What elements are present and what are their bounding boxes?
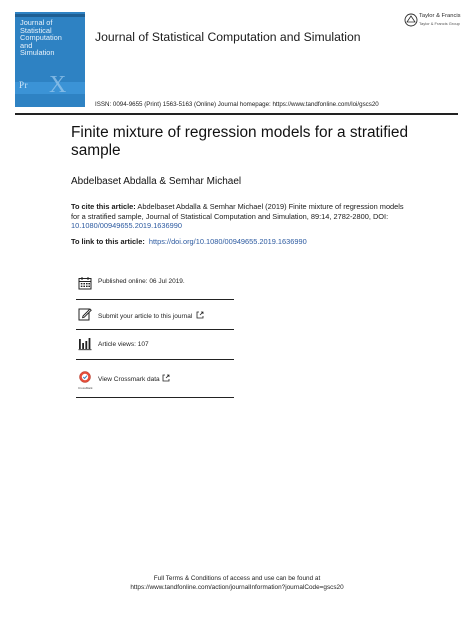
citation-doi-link[interactable]: 10.1080/00949655.2019.1636990 [71, 221, 182, 231]
article-link-block [71, 237, 307, 246]
published-date: Published online: 06 Jul 2019. [98, 278, 185, 285]
cover-strip [15, 14, 85, 17]
journal-title[interactable]: Journal of Statistical Computation and Simulation [95, 30, 361, 44]
link-label: To link to this article: [71, 237, 145, 246]
citation-block [71, 202, 411, 231]
external-link-icon [196, 311, 204, 319]
external-link-icon [162, 374, 170, 382]
divider [76, 359, 234, 360]
article-title: Finite mixture of regression models for a stratified sample [71, 124, 409, 159]
crossmark-link[interactable]: View Crossmark data [98, 374, 170, 383]
cover-overlay-text: Pr [19, 80, 29, 90]
submit-article-row[interactable] [76, 307, 234, 323]
footer [0, 575, 474, 592]
divider [76, 299, 234, 300]
article-doi-link[interactable]: https://doi.org/10.1080/00949655.2019.1636990 [148, 237, 307, 246]
divider [76, 329, 234, 330]
footer-link[interactable]: https://www.tandfonline.com/action/journalInformation?journalCode=gscs20 [130, 583, 344, 591]
edit-icon [78, 307, 92, 321]
cover-x-graphic: X [49, 72, 67, 98]
citation-text: Abdelbaset Abdalla & Semhar Michael (2019) Finite mixture of regression models for a stratified sample, Journal of Statistical Computation and Simulation, 89:14, 2782-2800, DOI: [71, 202, 404, 221]
citation-label: To cite this article: [71, 202, 136, 211]
crossmark-icon [78, 370, 92, 387]
article-authors: Abdelbaset Abdalla & Semhar Michael [71, 176, 242, 187]
published-row [76, 276, 234, 292]
publisher-subtitle: Taylor & Francis Group [419, 21, 460, 26]
bar-chart-icon [78, 337, 92, 351]
crossmark-logo-text: CrossMark [78, 386, 93, 390]
crossmark-row[interactable] [76, 370, 234, 390]
header-divider [15, 113, 458, 115]
cover-title: Journal of Statistical Computation and Simulation [20, 18, 62, 58]
submit-article-link[interactable]: Submit your article to this journal [98, 311, 204, 320]
calendar-icon [78, 276, 92, 290]
issn-line[interactable]: ISSN: 0094-9655 (Print) 1563-5163 (Online) Journal homepage: https://www.tandfonline.com/loi/gscs20 [95, 101, 379, 108]
journal-cover-image[interactable] [15, 12, 85, 107]
divider [76, 397, 234, 398]
publisher-name: Taylor & Francis [419, 13, 461, 19]
article-views-row[interactable] [76, 337, 234, 353]
article-views[interactable]: Article views: 107 [98, 341, 149, 348]
footer-terms: Full Terms & Conditions of access and use can be found at [153, 575, 321, 582]
